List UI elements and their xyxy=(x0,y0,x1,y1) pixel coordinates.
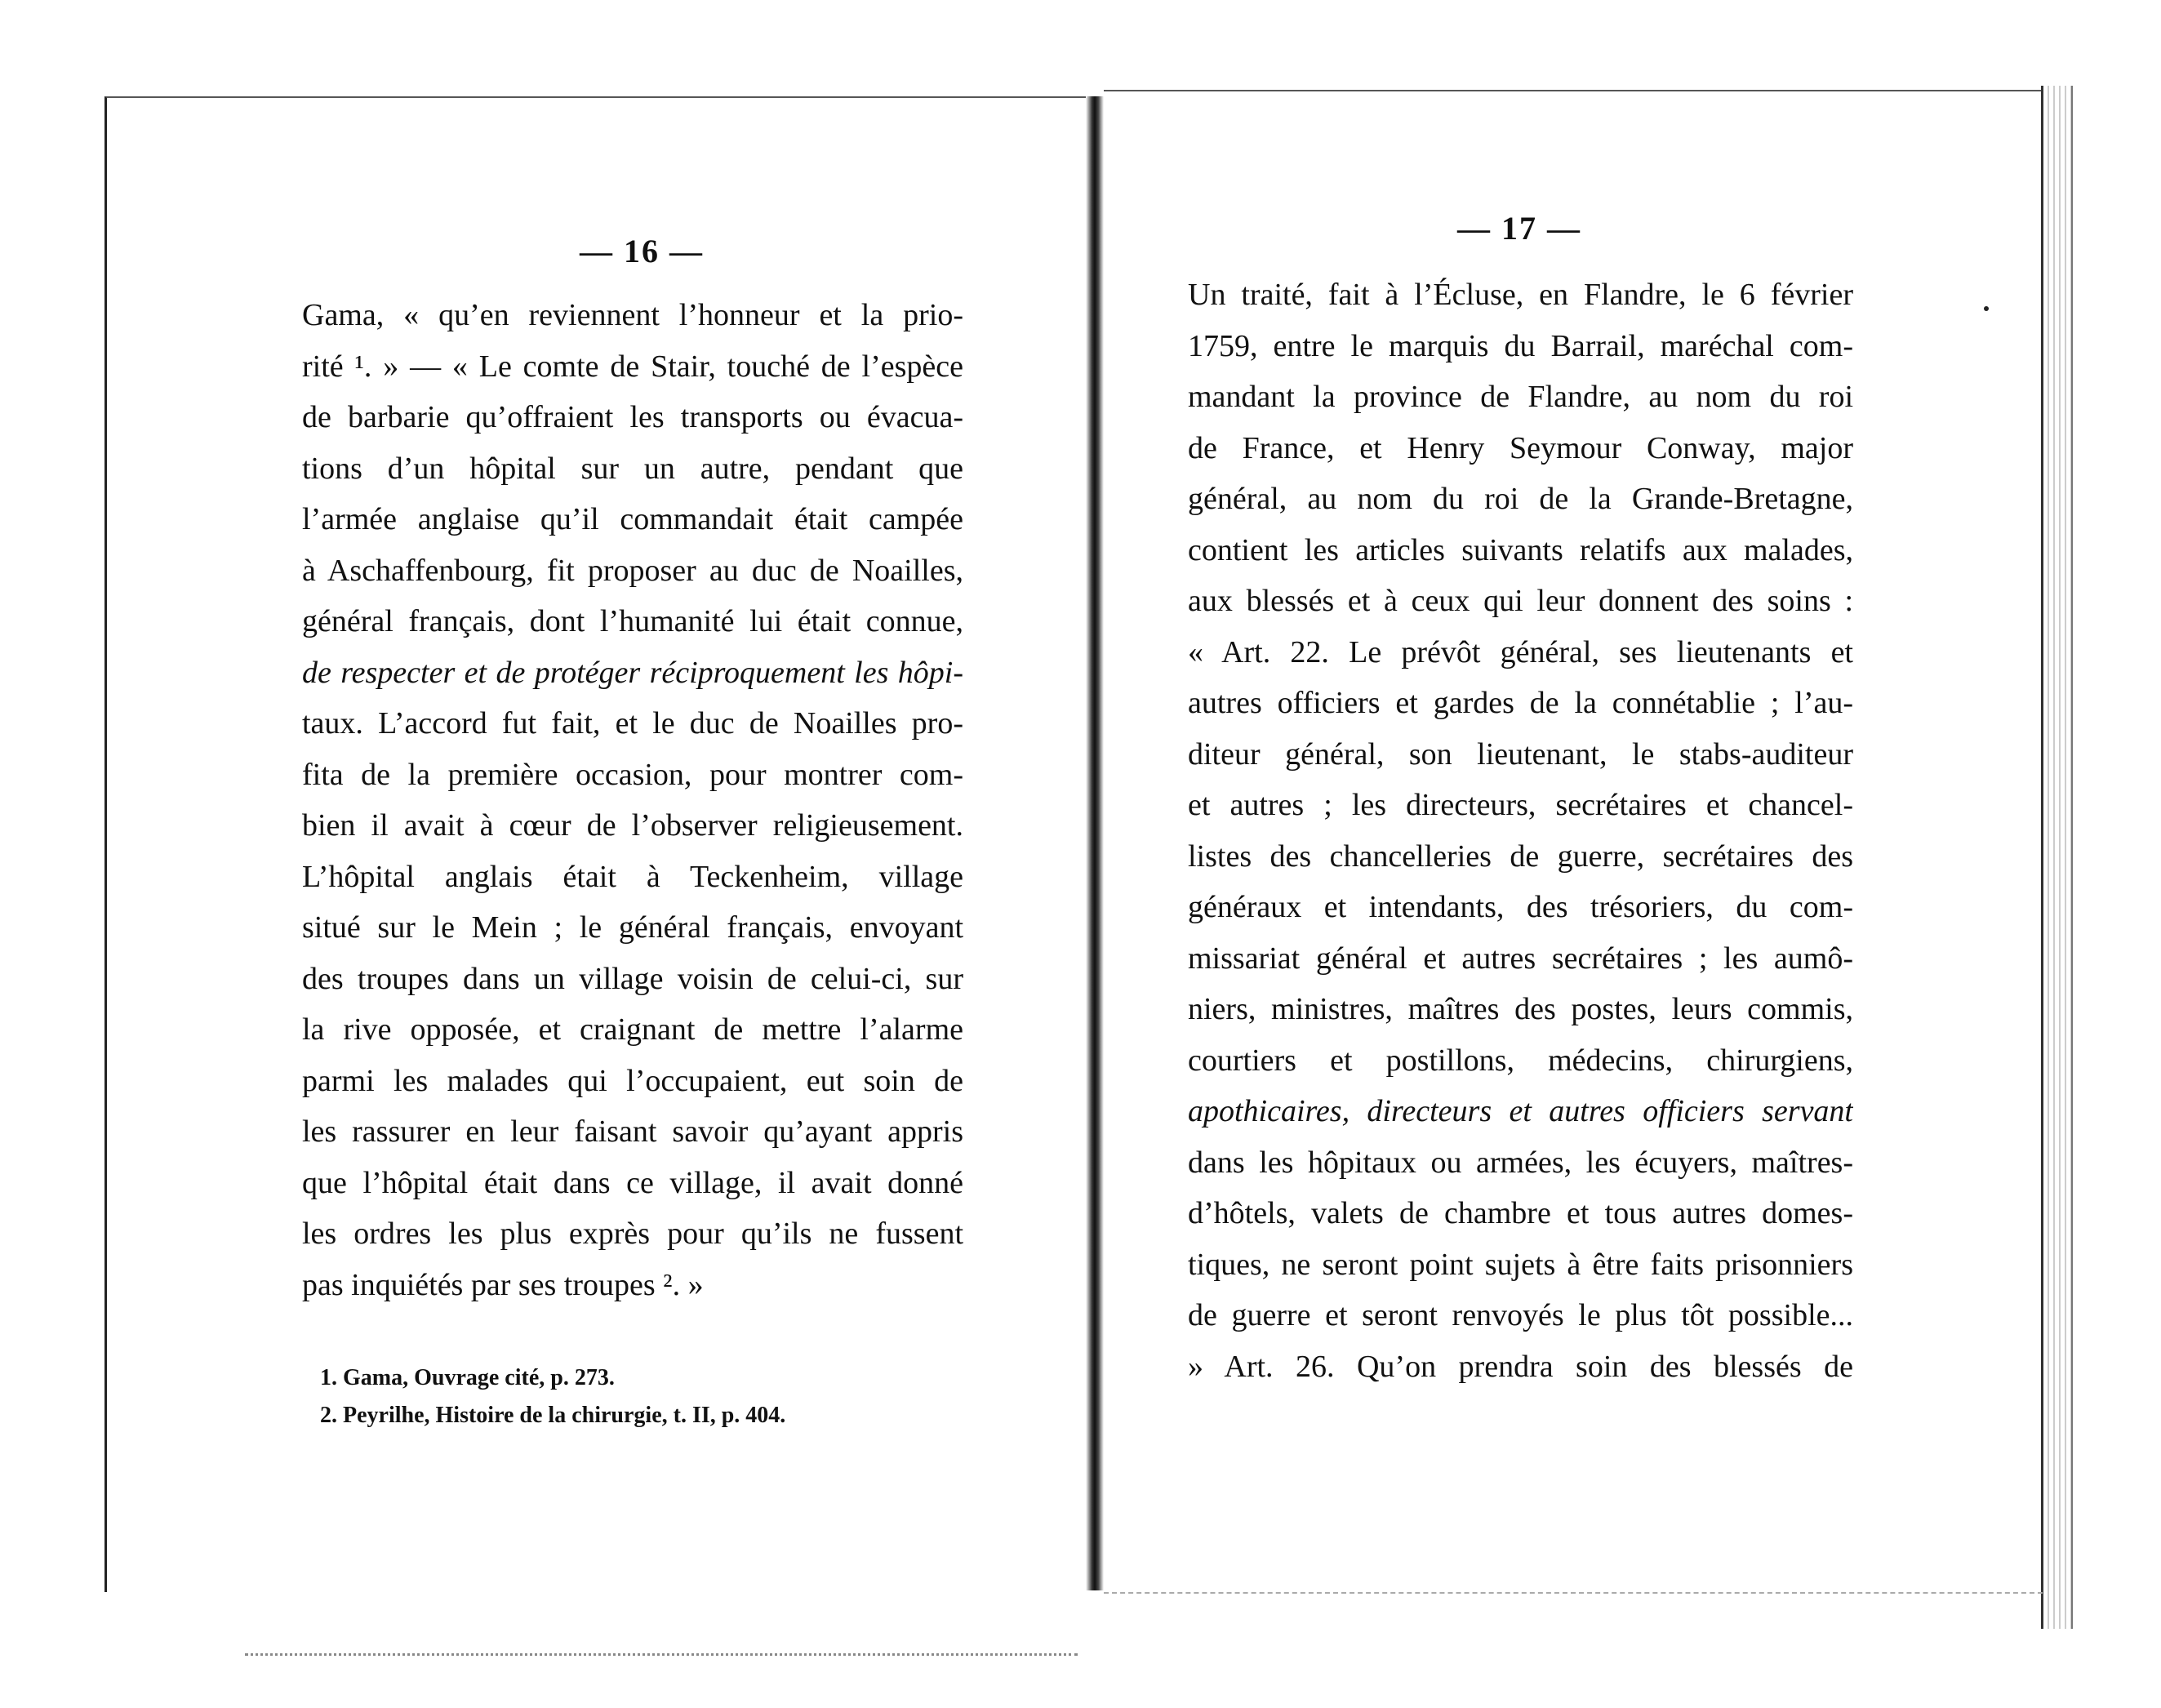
text-line: contient les articles suivants relatifs aux malades, xyxy=(1188,532,1853,567)
footnote: 2. Peyrilhe, Histoire de la chirurgie, t. II, p. 404. xyxy=(320,1403,786,1428)
bottom-edge-left xyxy=(245,1653,1078,1658)
left-page-body xyxy=(302,290,963,1310)
text-line: autres officiers et gardes de la connétablie ; l’au- xyxy=(1188,686,1853,720)
text-line: de barbarie qu’offraient les transports ou évacua- xyxy=(302,400,963,434)
page-number-left: — 16 — xyxy=(580,233,704,269)
text-line: de respecter et de protéger réciproquement les hôpi- xyxy=(302,655,963,690)
text-line: niers, ministres, maîtres des postes, leurs commis, xyxy=(1188,992,1853,1026)
text-line: tions d’un hôpital sur un autre, pendant que xyxy=(302,451,963,486)
text-line: » Art. 26. Qu’on prendra soin des blessés de xyxy=(1188,1349,1853,1384)
text-line: dans les hôpitaux ou armées, les écuyers, maîtres- xyxy=(1188,1145,1853,1180)
text-line: général français, dont l’humanité lui était connue, xyxy=(302,604,963,638)
text-line: que l’hôpital était dans ce village, il avait donné xyxy=(302,1165,963,1200)
text-line: et autres ; les directeurs, secrétaires et chancel- xyxy=(1188,788,1853,822)
footnote: 1. Gama, Ouvrage cité, p. 273. xyxy=(320,1365,615,1390)
page-edges xyxy=(2041,86,2073,1629)
text-line: taux. L’accord fut fait, et le duc de Noailles pro- xyxy=(302,706,963,741)
text-line: de guerre et seront renvoyés le plus tôt possible... xyxy=(1188,1298,1853,1332)
bottom-edge-right xyxy=(1104,1592,2043,1602)
text-line: généraux et intendants, des trésoriers, du com- xyxy=(1188,890,1853,924)
text-line: l’armée anglaise qu’il commandait était campée xyxy=(302,502,963,536)
text-line: de France, et Henry Seymour Conway, major xyxy=(1188,430,1853,465)
text-line: courtiers et postillons, médecins, chirurgiens, xyxy=(1188,1043,1853,1078)
text-line: 1759, entre le marquis du Barrail, maréchal com- xyxy=(1188,328,1853,363)
text-line: aux blessés et à ceux qui leur donnent des soins : xyxy=(1188,584,1853,618)
text-line: les rassurer en leur faisant savoir qu’ayant appris xyxy=(302,1114,963,1149)
text-line: Un traité, fait à l’Écluse, en Flandre, le 6 février xyxy=(1188,278,1853,312)
text-line: L’hôpital anglais était à Teckenheim, village xyxy=(302,859,963,894)
right-page-body xyxy=(1188,269,1853,1392)
text-line: situé sur le Mein ; le général français, envoyant xyxy=(302,910,963,945)
text-line: parmi les malades qui l’occupaient, eut soin de xyxy=(302,1063,963,1098)
book-gutter xyxy=(1086,96,1104,1590)
text-line: rité ¹. » — « Le comte de Stair, touché de l’espèce xyxy=(302,349,963,384)
text-line: « Art. 22. Le prévôt général, ses lieutenants et xyxy=(1188,634,1853,669)
text-line: fita de la première occasion, pour montrer com- xyxy=(302,757,963,792)
text-line: bien il avait à cœur de l’observer religieusement. xyxy=(302,808,963,843)
text-line: listes des chancelleries de guerre, secrétaires des xyxy=(1188,838,1853,874)
text-line: d’hôtels, valets de chambre et tous autres domes- xyxy=(1188,1196,1853,1230)
text-line: les ordres les plus exprès pour qu’ils ne fussent xyxy=(302,1217,963,1251)
text-line: à Aschaffenbourg, fit proposer au duc de Noailles, xyxy=(302,553,963,588)
text-line: des troupes dans un village voisin de celui-ci, sur xyxy=(302,961,963,996)
page-number-right: — 17 — xyxy=(1457,210,1581,247)
text-line: mandant la province de Flandre, au nom du roi xyxy=(1188,380,1853,414)
ink-speck xyxy=(1984,306,1989,311)
footnotes xyxy=(320,1359,892,1434)
text-line: apothicaires, directeurs et autres officiers servant xyxy=(1188,1094,1853,1128)
text-line: la rive opposée, et craignant de mettre l’alarme xyxy=(302,1012,963,1047)
text-line: tiques, ne seront point sujets à être faits prisonniers xyxy=(1188,1247,1853,1282)
text-line: pas inquiétés par ses troupes ². » xyxy=(302,1267,704,1302)
text-line: Gama, « qu’en reviennent l’honneur et la prio- xyxy=(302,298,963,332)
text-line: diteur général, son lieutenant, le stabs-auditeur xyxy=(1188,736,1853,772)
text-line: missariat général et autres secrétaires ; les aumô- xyxy=(1188,941,1853,976)
text-line: général, au nom du roi de la Grande-Bretagne, xyxy=(1188,482,1853,516)
